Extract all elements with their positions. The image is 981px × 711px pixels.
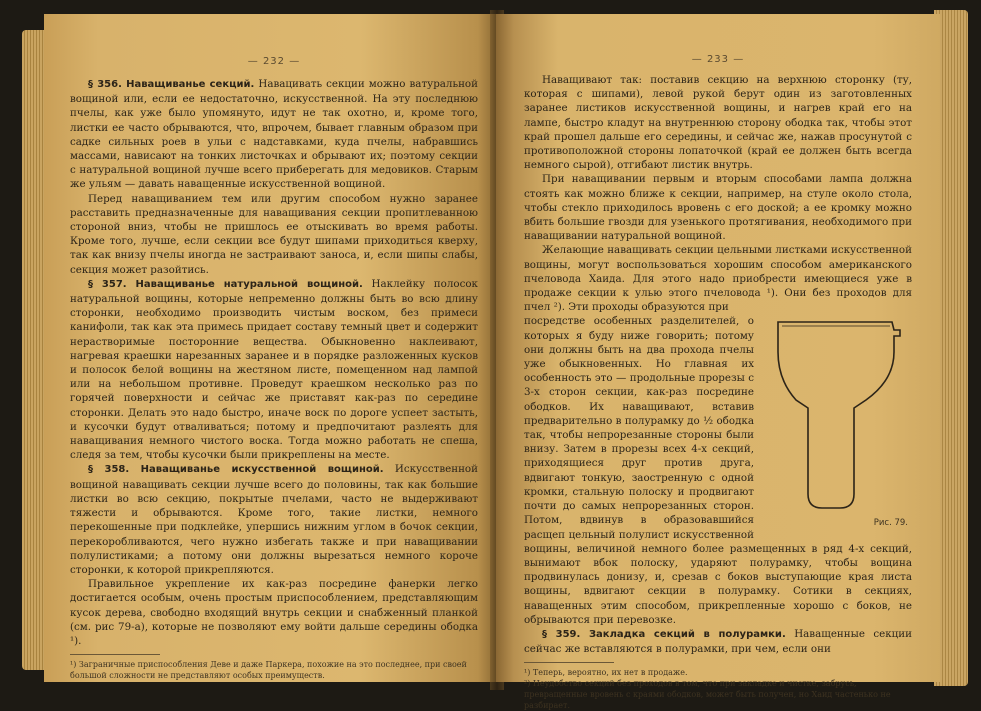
- paragraph-lamp: При наващивании первым и вторым способами лампа должна стоять как можно ближе к секции, например, на стуле около стола, чтобы стекло приходилось вровень с его доской; а ее кромку можно вбить большие гвозди для узенького протягивания, необходимого при наващивании натуральной вощиной.: [524, 173, 912, 243]
- paragraph-hyde-continued: посредстве особенных разделителей, о которых я буду ниже говорить; потому они должны быть на два прохода пчелы уже обыкновенных. Но главная их особенность это — продольные прорезы с 3-х сторон секции, как-раз посредине ободков. Их наващивают, вставив предварительно в полурамку до ½ ободка так, чтобы непрорезанные стороны были внизу. Затем в прорезы всех 4-х секций, приходящиеся друг против друга, вдвигают тонкую, заостренную с одной кромки, стальную полоску и продвигают почти до самых непрорезанных сторон. Потом, вдвинув в образовавшийся расщеп цельный полулист искусственной вощины, величиной немного более размещенных в ряд 4-х секций, вынимают вбок полоску, ударяют полурамку, чтобы вощина продвинулась донизу, и, срезав с боков выступающие края листа вощины, вдвигают секции в полурамку. Сотики в секциях, наващенных этим способом, прикрепленные хорошо с боков, не обрываются при перевозке.: [524, 315, 912, 626]
- figure-79: [762, 316, 912, 530]
- right-page-body: [524, 73, 912, 656]
- paragraph-fixing: Правильное укрепление их как-раз посредине фанерки легко достигается особым, очень простым приспособлением, представляющим кусок дерева, свободно входящий внутрь секции и снабженный планкой (см. рис 79-а), которые не позволяют ему войти дальше середины ободка ¹).: [70, 578, 478, 647]
- paragraph-359: § 359. Закладка секций в полурамки. Наващенные секции сейчас же вставляются в полурамки, при чем, если они: [524, 627, 912, 656]
- paragraph-method: Наващивают так: поставив секцию на верхнюю сторонку (ту, которая с шипами), левой рукой берут один из заготовленных заранее листиков искусственной вощины, и нагрев край его на лампе, быстро кладут на внутреннюю сторону ободка так, чтобы этот край прошел дальше его середины, и сейчас же, нажав просунутой с противоположной стороны лопаточкой (край ее должен быть всегда немного сырой), отгибают листик внутрь.: [524, 74, 912, 172]
- left-page: [44, 14, 496, 682]
- right-page: [496, 14, 940, 711]
- left-page-body: [70, 77, 478, 648]
- footnote-left: ¹) Заграничные приспособления Деве и даже Паркера, похожие на это последнее, при своей большой сложности не представляют особых преимуществ.: [70, 660, 467, 681]
- paragraph-356: § 356. Наващиванье секций. Навацивать секции можно ватуральной вощиной или, если ее недостаточно, искусственной. На эту последнюю пчелы, как уже было упомянуто, идут не так охотно, и, кроме того, листки ее часто обрываются, что, впрочем, бывает главным образом при садке сильных роев в ульи с надставками, куда пчелы, набравшись массами, нависают на тонких листочках и обрывают их; поэтому секции с натуральной вощиной лучше всего приберегать для медовиков. Старым же ульям — давать наващенные искусственной вощиной.: [70, 78, 478, 191]
- footnote-right-2: ²) Неудобство секций без проходов в том, что при закладке и чистке, забрусь, превращенные вровень с краями ободков, может быть получен, но Хаид частенько не разбирает.: [524, 679, 891, 711]
- section-tool-drawing: [762, 316, 912, 516]
- footnote-rule-right: [524, 662, 614, 663]
- page-number-right: — 233 —: [691, 54, 745, 65]
- paragraph-hyde: Желающие наващивать секции цельными листками искусственной вощины, могут воспользоваться хорошим способом американского пчеловода Хаида. Для этого надо приобрести имеющиеся уже в продаже секции к улью этого пчеловода ¹). Они без проходов для пчел ²). Эти проходы образуются при: [524, 244, 912, 314]
- figure-caption: Рис. 79.: [873, 518, 908, 529]
- paragraph-357: § 357. Наващиванье натуральной вощиной. Наклейку полосок натуральной вощины, которые непременно должны быть во всю длину сторонки, необходимо производить чистым воском, без примеси канифоли, так как эта примесь придает составу темный цвет и содержит нерастворимые посторонние вещества. Обыкновенно наклеивают, нагревая краешки нарезанных заранее и в порядке разложенных кусков и полосок белой вощины на жестяном листе, помещенном над лампой или на небольшом противне. Проведут краешком несколько раз по горячей поверхности и сейчас же приставят как-раз по середине сторонки. Делать это надо быстро, иначе воск по дороге успеет застыть, и кусочки будут отваливаться; потому и предпочитают разлеять для наващивания немного чистого воска. Тогда можно работать не спеша, следя за тем, чтобы кусочки были прикреплены на месте.: [70, 277, 478, 462]
- footnote-right-1: ¹) Теперь, вероятно, их нет в продаже.: [524, 668, 688, 678]
- paragraph-358: § 358. Наващиванье искусственной вощиной. Искусственной вощиной наващивать секции лучше всего до половины, так как большие листки во всю секцию, покрытые пчелами, часто не выдерживают тяжести и обрываются. Кроме того, такие листки, немного перекошенные при подклейке, упершись нижним углом в бочок секции, перекоробливаются, чего нужно избегать также и при наващивании полулистиками; а потому они должны вырезаться немного короче сторонки, к которой прикрепляются.: [70, 463, 478, 576]
- footnote-rule-left: [70, 654, 160, 655]
- page-number-left: — 232 —: [247, 56, 301, 67]
- wrap-section: [524, 314, 912, 626]
- paragraph-preparation: Перед наващиванием тем или другим способом нужно заранее расставить предназначенные для наващивания секции пропитлеванною стороной вниз, чтобы не пришлось ее отыскивать во время работы. Кроме того, лучше, если секции все будут шипами приходиться кверху, так как внизу пчелы иногда не застраивают заноса, и, если шипы слабы, секция может разойтись.: [70, 192, 478, 276]
